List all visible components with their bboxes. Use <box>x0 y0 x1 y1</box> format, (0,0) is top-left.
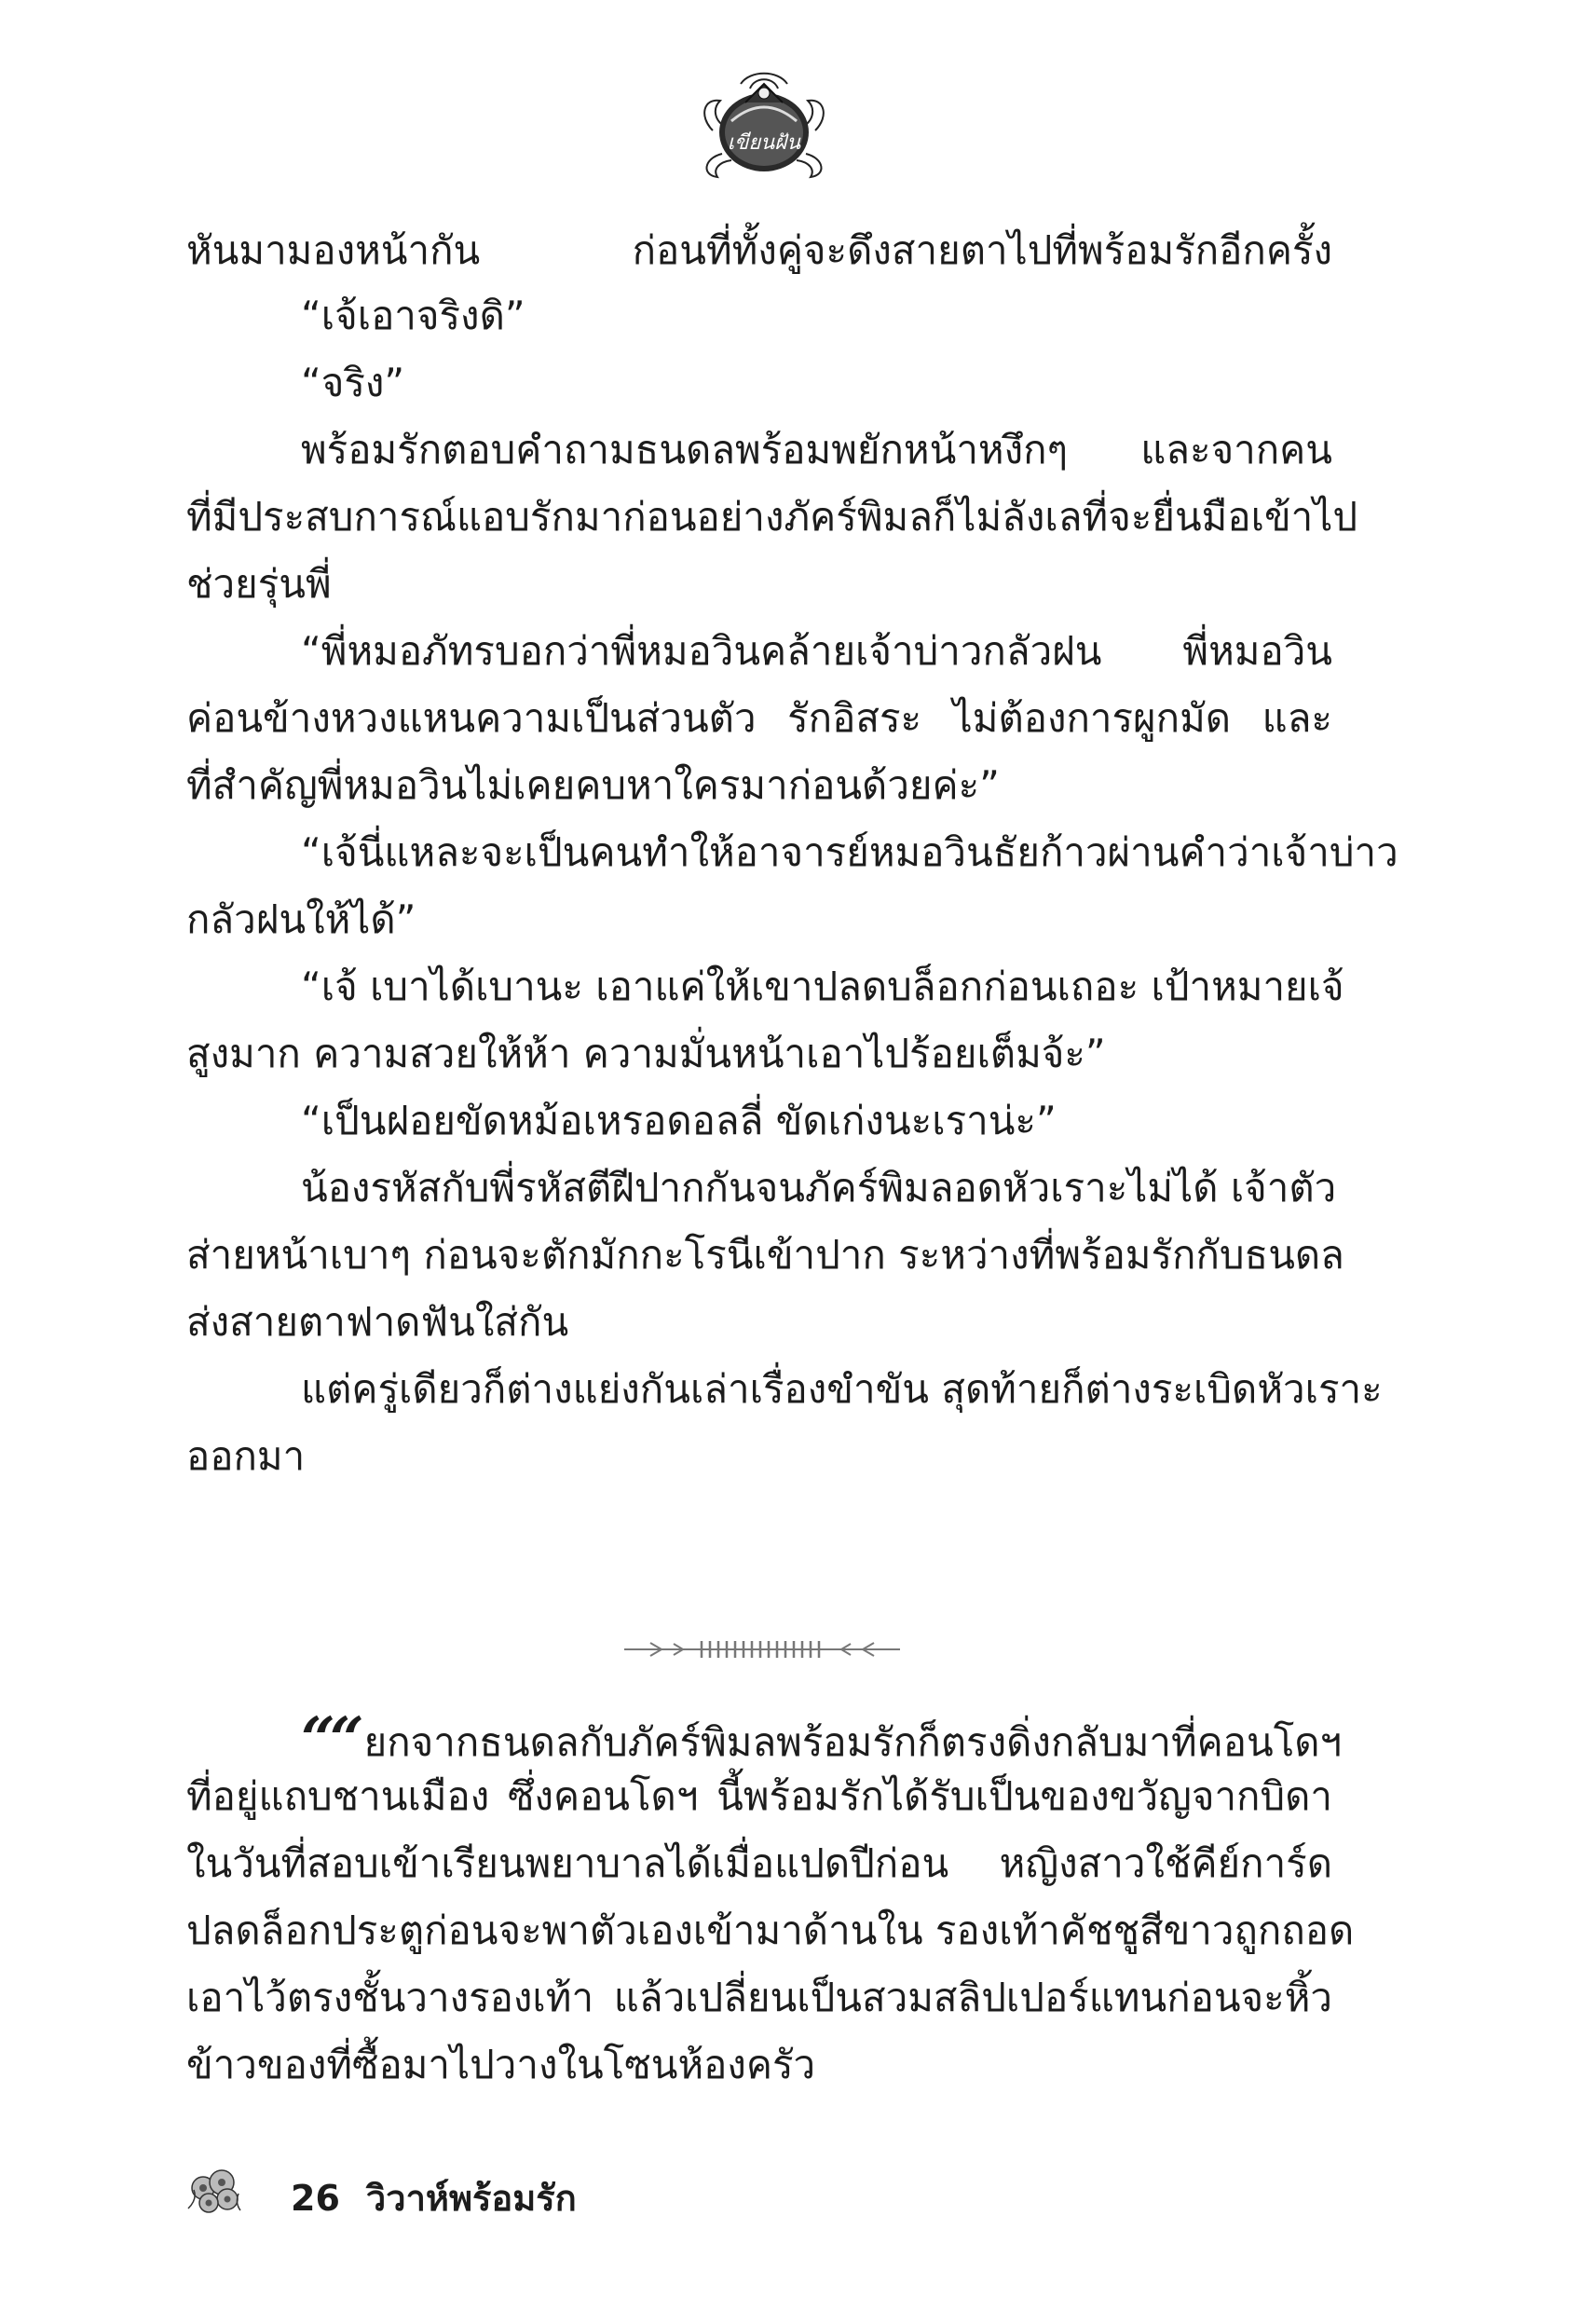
text-line: ช่วยรุ่นพี่ <box>186 561 332 607</box>
text-line: “เจ้ เบาได้เบานะ เอาแค่ให้เขาปลดบล็อกก่อนเถอะ เป้าหมายเจ้ <box>301 964 1344 1009</box>
text-line: “เจ้เอาจริงดิ” <box>301 293 525 338</box>
text-line: สูงมาก ความสวยให้ห้า ความมั่นหน้าเอาไปร้อยเต็มจ้ะ” <box>186 1031 1106 1076</box>
text-line: “เจ้นี่แหละจะเป็นคนทำให้อาจารย์หมอวินธัยก้าวผ่านคำว่าเจ้าบ่าว <box>301 829 1398 875</box>
text-line: “เป็นฝอยขัดหม้อเหรอดอลลี่ ขัดเก่งนะเราน่ะ” <box>301 1098 1057 1143</box>
ornamental-divider-icon <box>622 1635 902 1663</box>
text-line: ปลดล็อกประตูก่อนจะพาตัวเองเข้ามาด้านใน รองเท้าคัชชูสีขาวถูกถอด <box>186 1908 1355 1953</box>
text-line: “จริง” <box>301 360 405 405</box>
text-line: “พี่หมอภัทรบอกว่าพี่หมอวินคล้ายเจ้าบ่าวกลัวฝน พี่หมอวิน <box>301 628 1332 674</box>
flower-ornament-icon <box>184 2162 246 2218</box>
page-number: 26 <box>291 2178 340 2219</box>
chapter-logo-emblem-icon <box>694 65 834 186</box>
text-line: น้องรหัสกับพี่รหัสตีฝีปากกันจนภัคร์พิมลอดหัวเราะไม่ได้ เจ้าตัว <box>301 1165 1337 1210</box>
text-line-first: ““ ยกจากธนดลกับภัคร์พิมลพร้อมรักก็ตรงดิ่งกลับมาที่คอนโดฯ <box>301 1704 1343 1774</box>
text-line: ออกมา <box>186 1433 306 1479</box>
text-line: หันมามองหน้ากัน ก่อนที่ทั้งคู่จะดึงสายตาไปที่พร้อมรักอีกครั้ง <box>186 227 1332 273</box>
text-line: ในวันที่สอบเข้าเรียนพยาบาลได้เมื่อแปดปีก่อน หญิงสาวใช้คีย์การ์ด <box>186 1840 1332 1886</box>
text-line: ที่สำคัญพี่หมอวินไม่เคยคบหาใครมาก่อนด้วยค่ะ” <box>186 762 1000 808</box>
text-line: ส่ายหน้าเบาๆ ก่อนจะตักมักกะโรนีเข้าปาก ระหว่างที่พร้อมรักกับธนดล <box>186 1232 1344 1278</box>
text-line: พร้อมรักตอบคำถามธนดลพร้อมพยักหน้าหงึกๆ และจากคน <box>301 427 1332 472</box>
text-line: ส่งสายตาฟาดฟันใส่กัน <box>186 1299 569 1345</box>
logo-text: เขียนฝัน <box>727 131 801 155</box>
page-footer <box>291 2169 603 2226</box>
book-title: วิวาห์พร้อมรัก <box>365 2178 577 2219</box>
text-line: ข้าวของที่ซื้อมาไปวางในโซนห้องครัว <box>186 2042 816 2087</box>
text-line: เอาไว้ตรงชั้นวางรองเท้า แล้วเปลี่ยนเป็นสวมสลิปเปอร์แทนก่อนจะหิ้ว <box>186 1975 1332 2020</box>
text-line: ที่อยู่แถบชานเมือง ซึ่งคอนโดฯ นี้พร้อมรักได้รับเป็นของขวัญจากบิดา <box>186 1773 1332 1819</box>
text-line: แต่ครู่เดียวก็ต่างแย่งกันเล่าเรื่องขำขัน สุดท้ายก็ต่างระเบิดหัวเราะ <box>301 1366 1383 1412</box>
text-line: ค่อนข้างหวงแหนความเป็นส่วนตัว รักอิสระ ไม่ต้องการผูกมัด และ <box>186 695 1332 741</box>
text-line: กลัวฝนให้ได้” <box>186 896 416 942</box>
drop-quote: ““ <box>301 1704 359 1774</box>
text-line: ที่มีประสบการณ์แอบรักมาก่อนอย่างภัคร์พิมลก็ไม่ลังเลที่จะยื่นมือเข้าไป <box>186 494 1358 540</box>
